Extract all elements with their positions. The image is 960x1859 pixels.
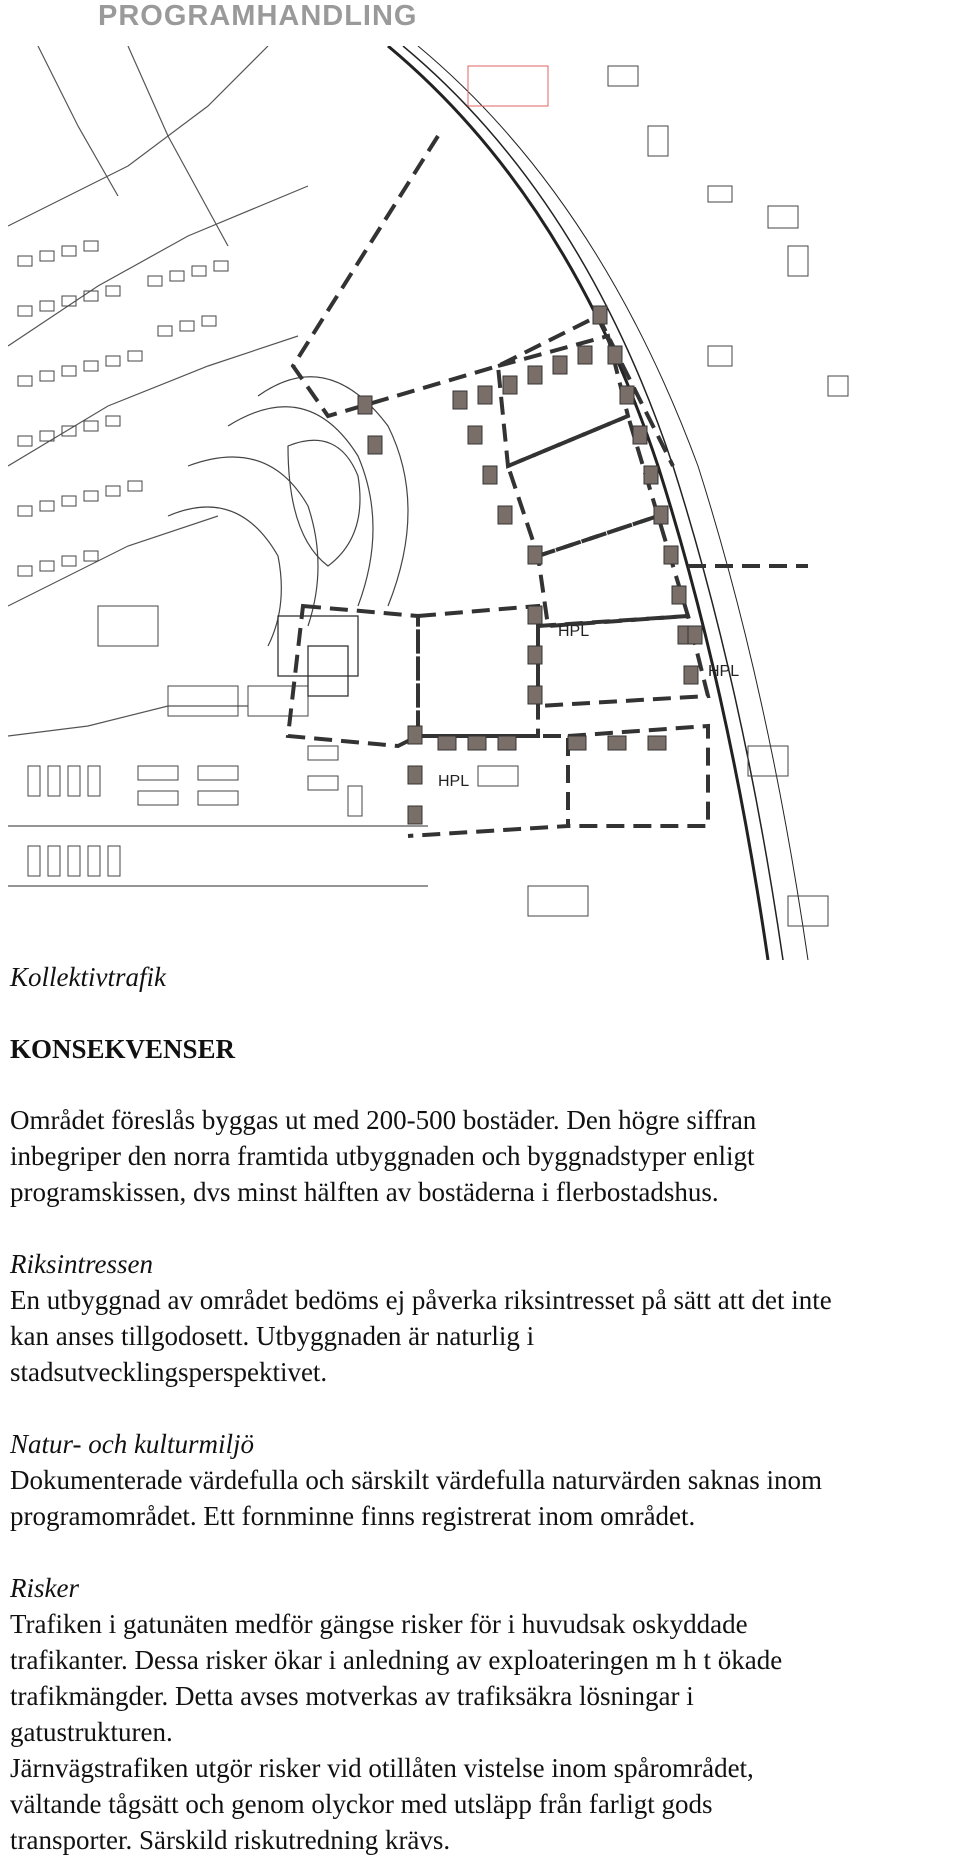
section-heading: KONSEKVENSER [10, 1034, 236, 1064]
curved-housing-area [168, 377, 408, 646]
intro-line-3: programskissen, dvs minst hälften av bostäderna i flerbostadshus. [10, 1177, 719, 1207]
riks-line-3: stadsutvecklingsperspektivet. [10, 1357, 328, 1387]
risk-line-5: Järnvägstrafiken utgör risker vid otillåten vistelse inom spårområdet, [10, 1753, 754, 1783]
risk-line-1: Trafiken i gatunäten medför gängse risker för i huvudsak oskyddade [10, 1609, 748, 1639]
paragraph-riksintressen [10, 1246, 960, 1390]
figure-caption: Kollektivtrafik [10, 962, 166, 992]
bus-stop-labels [438, 623, 739, 790]
risk-line-3: trafikmängder. Detta avses motverkas av trafiksäkra lösningar i [10, 1681, 694, 1711]
risk-line-2: trafikanter. Dessa risker ökar i anledning av exploateringen m h t ökade [10, 1645, 783, 1675]
planned-building-rows [358, 306, 702, 824]
riks-line-1: En utbyggnad av området bedöms ej påverka riksintresset på sätt att det inte [10, 1285, 832, 1315]
paragraph-natur [10, 1426, 960, 1534]
risk-line-4: gatustrukturen. [10, 1717, 173, 1747]
intro-line-2: inbegriper den norra framtida utbyggnaden och byggnadstyper enligt [10, 1141, 755, 1171]
paragraph-risker [10, 1570, 960, 1858]
house-grid-west [18, 241, 362, 876]
natur-line-1: Dokumenterade värdefulla och särskilt värdefulla naturvärden saknas inom [10, 1465, 822, 1495]
bus-stop-label-1: HPL [558, 623, 590, 640]
natur-line-2: programområdet. Ett fornminne finns registrerat inom området. [10, 1501, 696, 1531]
intro-line-1: Området föreslås byggas ut med 200-500 bostäder. Den högre siffran [10, 1105, 757, 1135]
bus-stop-label-2: HPL [708, 663, 740, 680]
risk-line-6: vältande tågsätt och genom olyckor med utsläpp från farligt gods [10, 1789, 713, 1819]
riks-line-2: kan anses tillgodosett. Utbyggnaden är naturlig i [10, 1321, 535, 1351]
page-header-title: PROGRAMHANDLING [98, 0, 418, 32]
school-building [278, 616, 358, 696]
bus-stop-label-3: HPL [438, 773, 470, 790]
natur-title: Natur- och kulturmiljö [10, 1429, 254, 1459]
paragraph-intro [10, 1102, 960, 1210]
site-plan-map [8, 46, 872, 960]
residential-blocks-west [8, 46, 428, 886]
risker-title: Risker [10, 1573, 79, 1603]
risk-line-7: transporter. Särskild riskutredning krävs. [10, 1825, 451, 1855]
riksintressen-title: Riksintressen [10, 1249, 153, 1279]
railway-line [388, 46, 808, 960]
program-area-boundaries [288, 136, 808, 836]
